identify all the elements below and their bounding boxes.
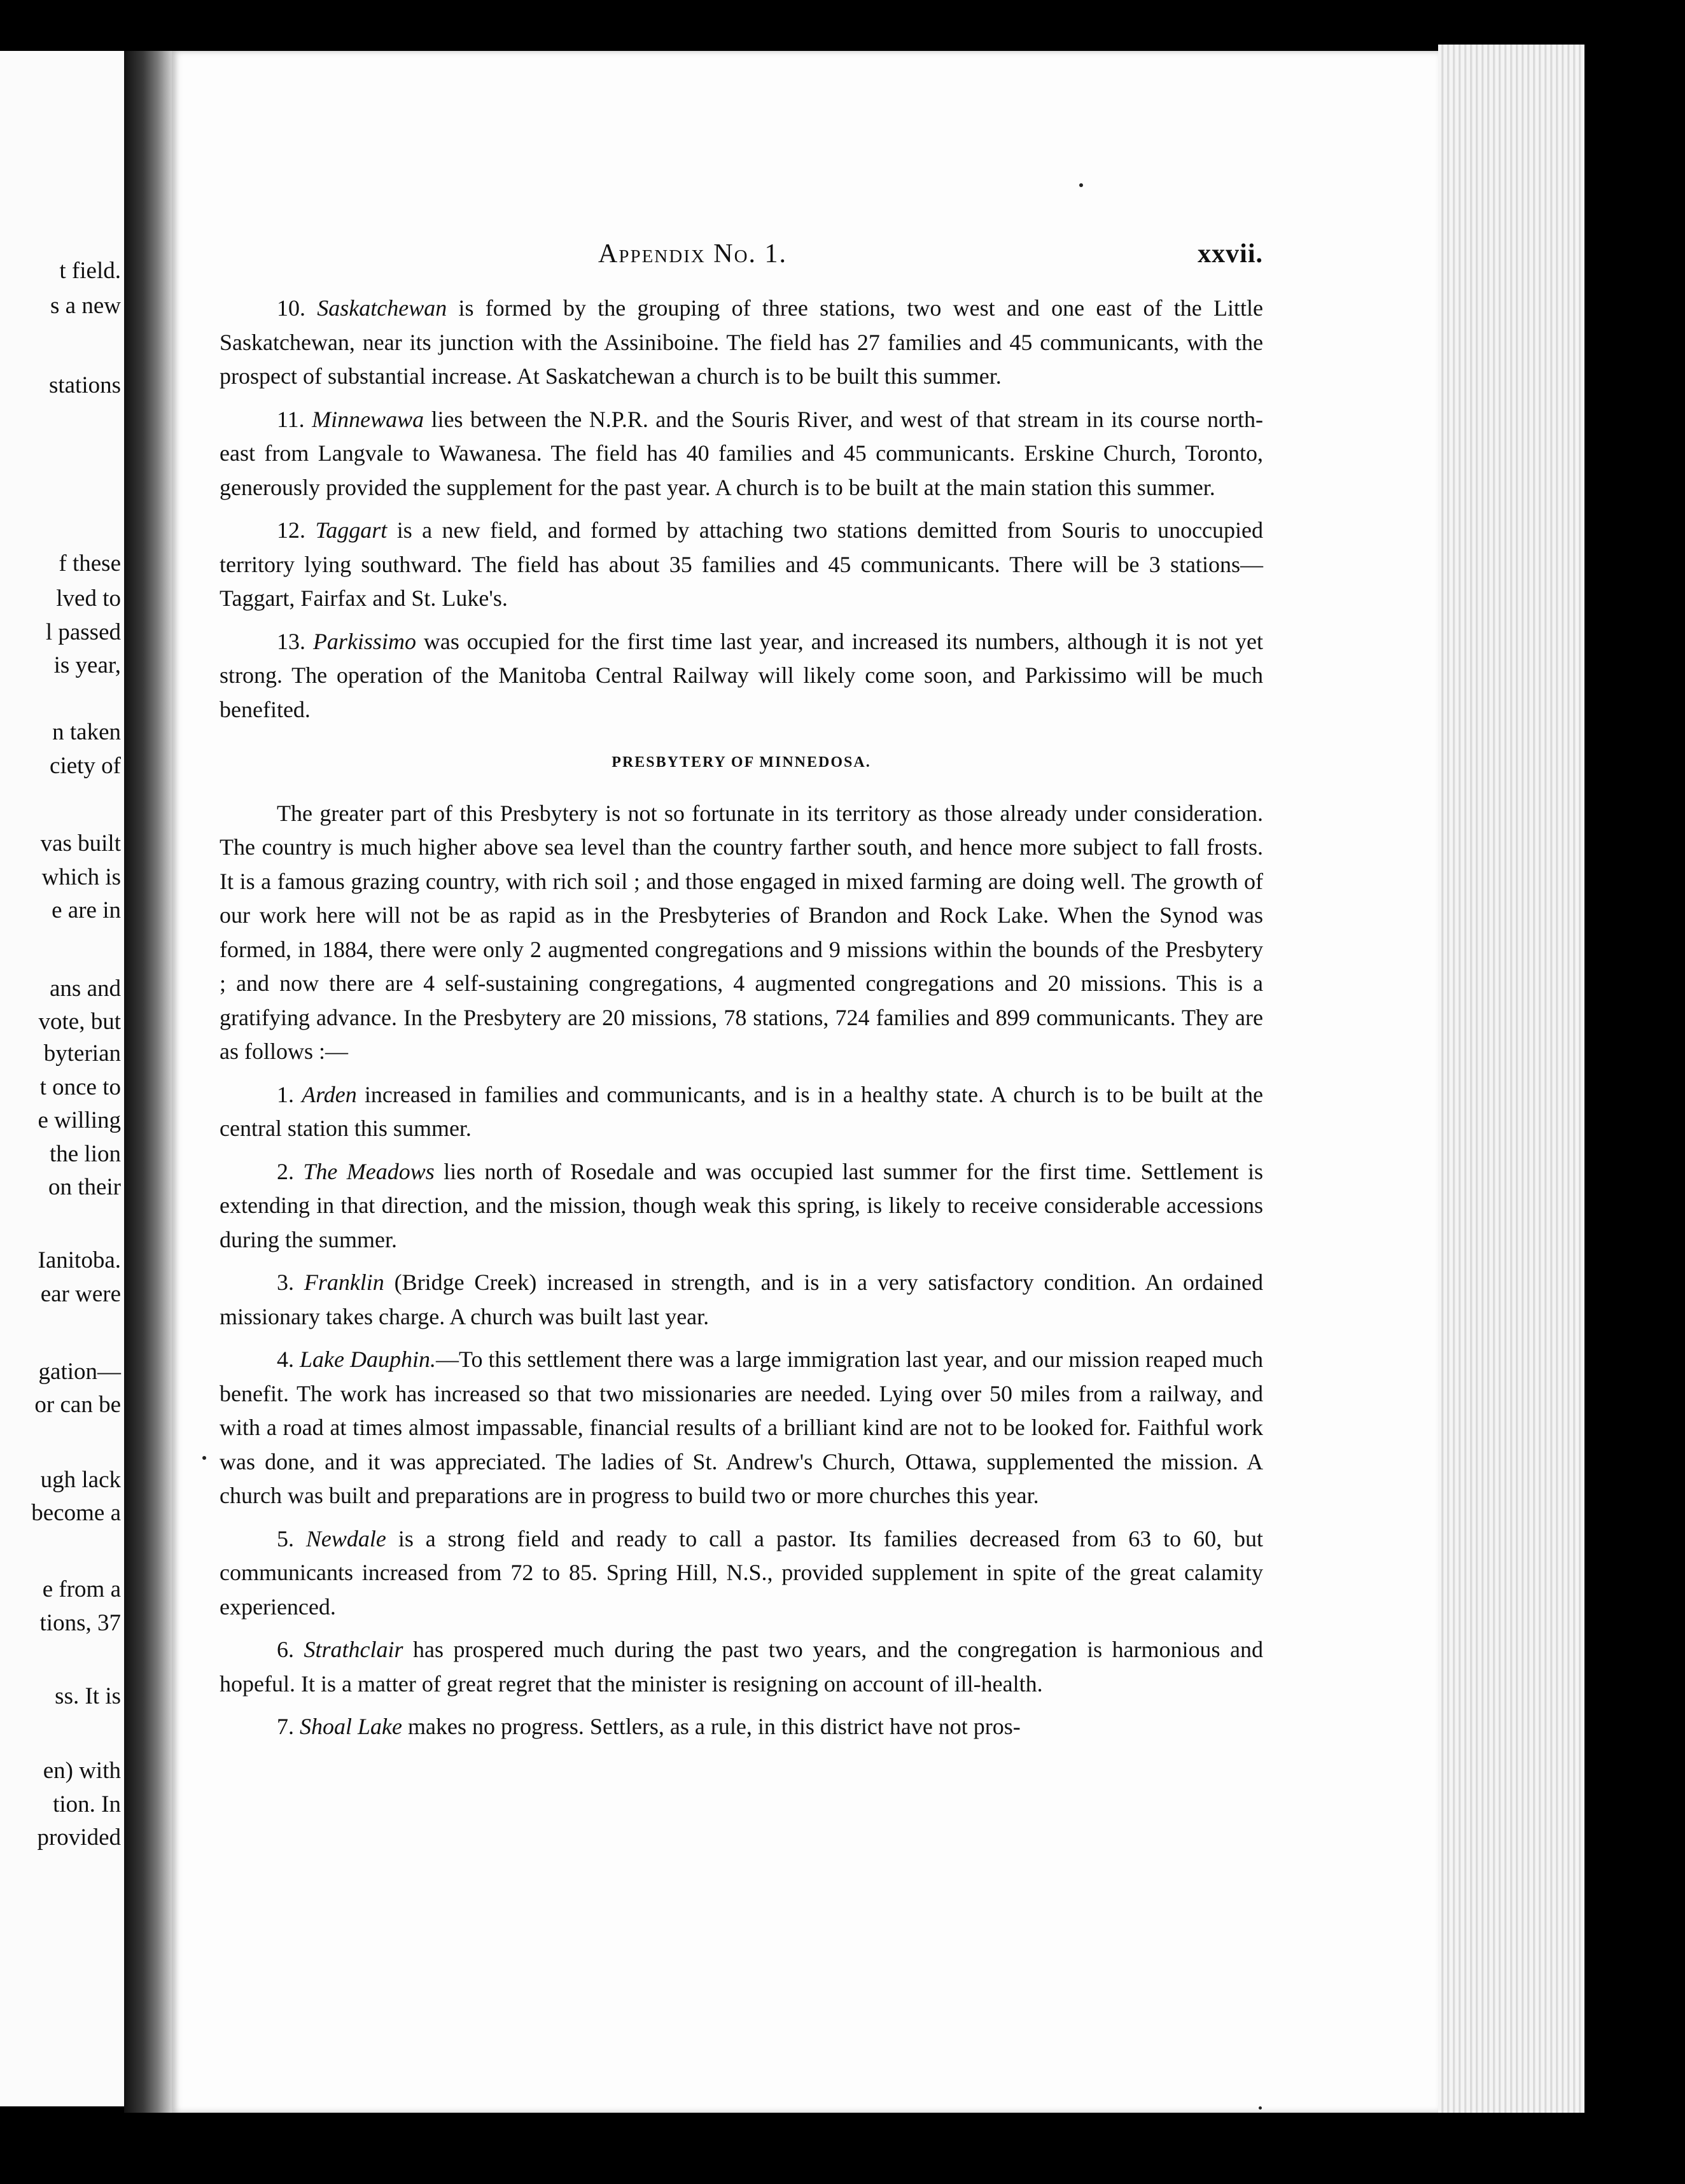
paragraph-number: 4.: [277, 1347, 294, 1372]
paragraph-number: 13.: [277, 628, 305, 654]
paragraph-text: —To this settlement there was a large immigration last year, and our mission reaped much benefit. The work has increased so that two missionaries are needed. Lying over 50 miles from a railway, and with a road at times almost impassable, financial results of a brilliant kind are not to be looked for. Faithful work was done, and it was appreciated. The ladies of St. Andrew's Church, Ottawa, supplemented the mission. A church was built and preparations are in progress to build two or more churches this year.: [220, 1347, 1264, 1508]
paragraph-number: 1.: [277, 1081, 294, 1107]
paragraph-text: increased in families and communicants, and is in a healthy state. A church is to be built at the central station this summer.: [220, 1081, 1263, 1141]
facing-page-text-fragment: ss. It is: [55, 1683, 121, 1709]
facing-page-text-fragment: lved to: [56, 585, 121, 612]
facing-page-text-fragment: is year,: [53, 652, 121, 678]
facing-page-text-fragment: ear were: [40, 1281, 121, 1307]
facing-page-text-fragment: or can be: [34, 1392, 121, 1418]
facing-page-text-fragment: Ianitoba.: [38, 1247, 121, 1273]
place-name: Parkissimo: [312, 628, 416, 654]
place-name: Taggart: [315, 517, 388, 543]
book-gutter: [124, 51, 172, 2113]
facing-page-text-fragment: l passed: [45, 619, 121, 645]
paragraph-number: 5.: [277, 1525, 294, 1551]
paragraph-text: (Bridge Creek) increased in strength, and is in a very satisfactory condition. An ordained missionary takes charge. A church was built last year.: [220, 1270, 1263, 1329]
paragraph-text: was occupied for the first time last year, and increased its numbers, although it is not yet strong. The operation of the Manitoba Central Railway will likely come soon, and Parkissimo will be much benefited.: [220, 628, 1264, 722]
minnedosa-list: [220, 1078, 1263, 1744]
facing-page-text-fragment: en) with: [43, 1758, 121, 1784]
numbered-paragraph: [220, 1522, 1263, 1625]
facing-page-text-fragment: ciety of: [50, 753, 121, 779]
body-text: [220, 291, 1263, 1753]
place-name: Minnewawa: [312, 406, 424, 432]
paragraph-number: 2.: [277, 1158, 294, 1184]
paragraph-number: 7.: [277, 1714, 294, 1739]
numbered-paragraph: [220, 625, 1263, 727]
place-name: Lake Dauphin.: [300, 1347, 436, 1372]
paragraph-text: has prospered much during the past two years, and the congregation is harmonious and hopeful. It is a matter of great regret that the minister is resigning on account of ill-health.: [220, 1637, 1264, 1697]
section-heading: PRESBYTERY OF MINNEDOSA.: [612, 754, 871, 771]
paragraph-text: is a new field, and formed by attaching two stations demitted from Souris to unoccupied territory lying southward. The field has about 35 families and 45 communicants. There will be 3 stations—Taggart, Fairfax and St. Luke's.: [220, 517, 1264, 611]
facing-page-text-fragment: t once to: [39, 1074, 121, 1100]
paragraph-text: lies between the N.P.R. and the Souris River, and west of that stream in its course north-east from Langvale to Wawanesa. The field has 40 families and 45 communicants. Erskine Church, Toronto, generously provided the supplement for the past year. A church is to be built at the main station this summer.: [220, 406, 1263, 500]
facing-page-text-fragment: become a: [31, 1500, 121, 1526]
paragraph-text: is a strong field and ready to call a pastor. Its families decreased from 63 to 60, but communicants increased from 72 to 85. Spring Hill, N.S., provided supplement in spite of the great calamity experienced.: [220, 1525, 1264, 1620]
paragraph-text: is formed by the grouping of three stations, two west and one east of the Little Saskatchewan, near its junction with the Assiniboine. The field has 27 families and 45 communicants, with the prospect of substantial increase. At Saskatchewan a church is to be built this summer.: [220, 295, 1264, 389]
facing-page-text-fragment: ugh lack: [40, 1467, 121, 1493]
facing-page-text-fragment: vote, but: [38, 1009, 121, 1035]
place-name: Shoal Lake: [300, 1714, 402, 1739]
numbered-paragraph: [220, 1343, 1263, 1513]
facing-page-text-fragment: gation—: [38, 1359, 121, 1385]
running-head: [430, 239, 1263, 277]
numbered-paragraph: [220, 403, 1263, 505]
numbered-paragraph: [220, 1633, 1263, 1701]
facing-page-text-fragment: tion. In: [53, 1791, 121, 1817]
place-name: Newdale: [305, 1525, 386, 1551]
numbered-paragraph: [220, 514, 1263, 616]
scan-border: [1584, 45, 1685, 2113]
facing-page-text-fragment: e are in: [52, 897, 121, 923]
facing-page-text-fragment: e from a: [42, 1576, 121, 1602]
intro-paragraph: The greater part of this Presbytery is not so fortunate in its territory as those already under consideration. The country is much higher above sea level than the country farther south, and hence more subject to fall frosts. It is a famous grazing country, with rich soil ; and those engaged in mixed farming are doing well. The growth of our work here will not be as rapid as in the Presbyteries of Brandon and Rock Lake. When the Synod was formed, in 1884, there were only 2 augmented congregations and 9 missions within the bounds of the Presbytery ; and now there are 4 self-sustaining congregations, 4 augmented congregations and 20 missions. This is a gratifying advance. In the Presbytery are 20 missions, 78 stations, 724 families and 899 communicants. They are as follows :—: [220, 800, 1263, 1064]
facing-page-text-fragment: the lion: [49, 1141, 121, 1167]
facing-page-text-fragment: byterian: [43, 1040, 121, 1067]
facing-page-text-fragment: e willing: [38, 1107, 121, 1133]
facing-page-text-fragment: which is: [41, 864, 121, 890]
facing-page-text-fragment: n taken: [52, 719, 121, 745]
numbered-paragraph: [220, 1266, 1263, 1334]
numbered-paragraph: [220, 1710, 1263, 1744]
facing-page-text-fragment: t field.: [59, 258, 121, 284]
speck: [1259, 2106, 1262, 2110]
paragraph-number: 11.: [277, 406, 305, 432]
place-name: Arden: [302, 1081, 357, 1107]
place-name: Franklin: [304, 1270, 384, 1295]
place-name: Saskatchewan: [317, 295, 447, 321]
facing-page-text-fragment: vas built: [40, 830, 121, 857]
facing-page-fragment: [0, 51, 127, 2106]
page-number: xxvii.: [1198, 239, 1263, 269]
speck: [1079, 183, 1083, 187]
facing-page-text-fragment: s a new: [50, 293, 121, 319]
paragraph-number: 10.: [277, 295, 305, 321]
numbered-paragraph: [220, 291, 1263, 394]
place-name: Strathclair: [304, 1637, 403, 1662]
paragraph-text: lies north of Rosedale and was occupied last summer for the first time. Settlement is extending in that direction, and the mission, though weak this spring, is likely to receive considerable accessions during the summer.: [220, 1158, 1263, 1252]
facing-page-text-fragment: provided: [37, 1824, 121, 1851]
speck: [202, 1456, 206, 1460]
facing-page-text-fragment: tions, 37: [39, 1610, 121, 1636]
paragraph-text: makes no progress. Settlers, as a rule, in this district have not pros-: [402, 1714, 1021, 1739]
page-edges: [1438, 45, 1584, 2113]
paragraph-list: [220, 291, 1263, 727]
facing-page-text-fragment: on their: [48, 1174, 121, 1200]
running-title: Appendix No. 1.: [598, 239, 788, 269]
numbered-paragraph: [220, 1155, 1263, 1257]
place-name: The Meadows: [303, 1158, 435, 1184]
paragraph-number: 3.: [277, 1270, 294, 1295]
facing-page-text-fragment: ans and: [50, 976, 121, 1002]
facing-page-text-fragment: f these: [59, 550, 121, 577]
facing-page-text-fragment: stations: [48, 372, 121, 398]
paragraph-number: 12.: [277, 517, 305, 543]
numbered-paragraph: [220, 1078, 1263, 1146]
paragraph-number: 6.: [277, 1637, 294, 1662]
